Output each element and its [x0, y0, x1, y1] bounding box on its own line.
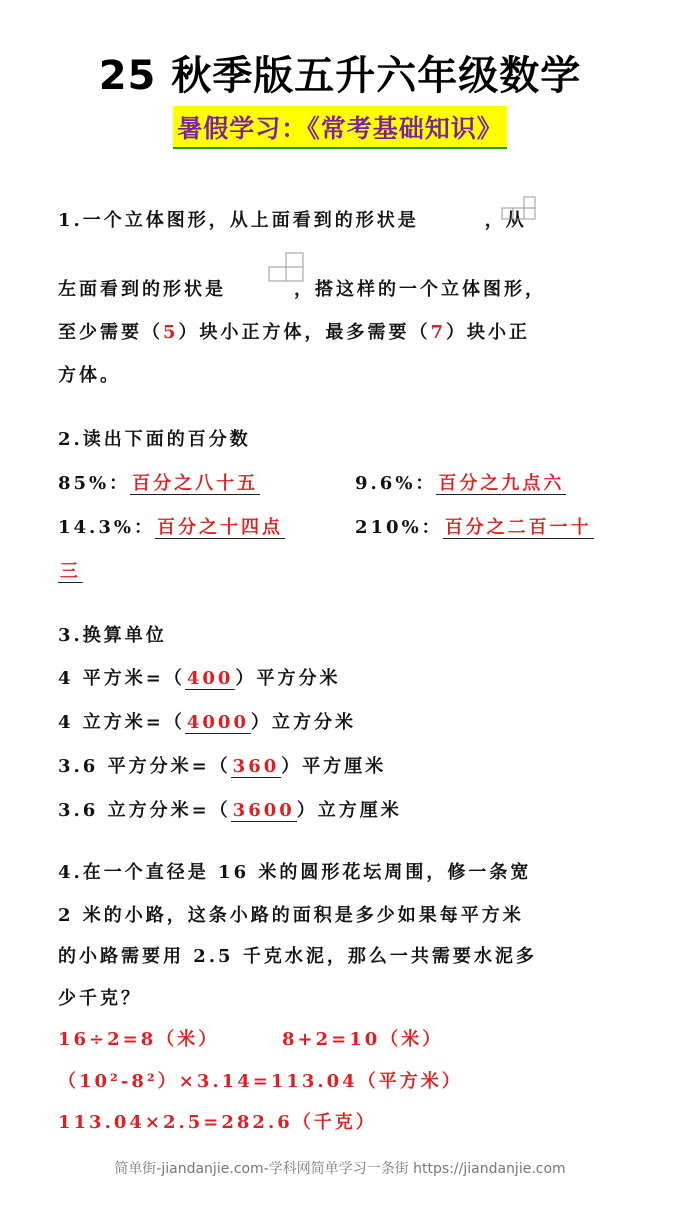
- q3-answer-1: 400: [186, 668, 234, 689]
- q4-solution-2: （10²-8²）×3.14=113.04（平方米）: [58, 1071, 463, 1092]
- q3-pre-1: 4 平方米=（: [58, 668, 185, 689]
- q3-answer-4: 3600: [232, 800, 295, 821]
- left-view-figure: [266, 250, 308, 284]
- q3-answer-3: 360: [232, 756, 280, 777]
- q2-wrap-line: [58, 561, 83, 583]
- q2-label-2: 9.6%：: [355, 473, 437, 494]
- q1-line1: [58, 210, 527, 232]
- q4-line2: 2 米的小路，这条小路的面积是多少如果每平方米: [58, 905, 524, 926]
- q3-post-2: ）立方分米: [250, 712, 356, 733]
- q3-item-1: [58, 668, 340, 690]
- q1-line3: [58, 322, 530, 344]
- q2-label-4: 210%：: [355, 517, 443, 538]
- q4-solution-1b: 8+2=10（米）: [282, 1029, 444, 1050]
- q4-solution-3: 113.04×2.5=282.6（千克）: [58, 1112, 377, 1133]
- q1-text-2a: 左面看到的形状是: [58, 279, 226, 300]
- subtitle-wrap: [0, 106, 680, 149]
- q3-post-3: ）平方厘米: [281, 756, 387, 777]
- q3-post-4: ）立方厘米: [296, 800, 402, 821]
- q4-solution-1a: 16÷2=8（米）: [58, 1029, 220, 1050]
- q2-item-4: [355, 517, 594, 539]
- q2-item-2: [355, 473, 566, 495]
- q1-text-2b: ，搭这样的一个立体图形，: [294, 279, 546, 300]
- q3-post-1: ）平方分米: [235, 668, 341, 689]
- q1-min-answer: 5: [163, 322, 179, 343]
- q2-label-3: 14.3%：: [58, 517, 155, 538]
- page-title: 25 秋季版五升六年级数学: [98, 53, 582, 99]
- q2-item-3: [58, 517, 285, 539]
- q2-answer-2: 百分之九点六: [438, 473, 565, 494]
- q3-item-4: [58, 800, 402, 822]
- q2-heading: 2.读出下面的百分数: [58, 429, 251, 450]
- q3-pre-3: 3.6 平方分米=（: [58, 756, 231, 777]
- subtitle: [173, 106, 507, 149]
- q1-text-1b: ，从: [484, 210, 527, 231]
- q4-line1: 4.在一个直径是 16 米的圆形花坛周围，修一条宽: [58, 862, 532, 883]
- top-view-figure: [498, 196, 542, 222]
- q2-label-1: 85%：: [58, 473, 131, 494]
- q2-item-1: [58, 473, 260, 495]
- q1-text-1a: 1.一个立体图形，从上面看到的形状是: [58, 210, 419, 231]
- q4-line3: 的小路需要用 2.5 千克水泥，那么一共需要水泥多: [58, 946, 537, 967]
- subtitle-part1: 暑假学习：: [177, 114, 308, 143]
- q2-answer-4: 百分之二百一十: [444, 517, 592, 538]
- q1-text-3a: 至少需要（: [58, 322, 163, 343]
- q3-item-2: [58, 712, 356, 734]
- q1-text-3b: ）块小正方体，最多需要（: [178, 322, 431, 343]
- subtitle-part2: 《常考基础知识》: [307, 114, 503, 143]
- q4-line4: 少千克？: [58, 988, 142, 1009]
- q3-pre-2: 4 立方米=（: [58, 712, 185, 733]
- q2-answer-wrap: 三: [60, 561, 81, 582]
- q3-answer-2: 4000: [186, 712, 249, 733]
- q1-line4: 方体。: [58, 365, 121, 386]
- q2-answer-1: 百分之八十五: [132, 473, 259, 494]
- q1-text-3c: ）块小正: [446, 322, 531, 343]
- q2-answer-3: 百分之十四点: [156, 517, 283, 538]
- q3-pre-4: 3.6 立方分米=（: [58, 800, 231, 821]
- q3-heading: 3.换算单位: [58, 625, 167, 646]
- footer-watermark: 简单街-jiandanjie.com-学科网简单学习一条街 https://jiandanjie.com: [114, 1161, 566, 1177]
- q1-max-answer: 7: [430, 322, 447, 343]
- q3-item-3: [58, 756, 386, 778]
